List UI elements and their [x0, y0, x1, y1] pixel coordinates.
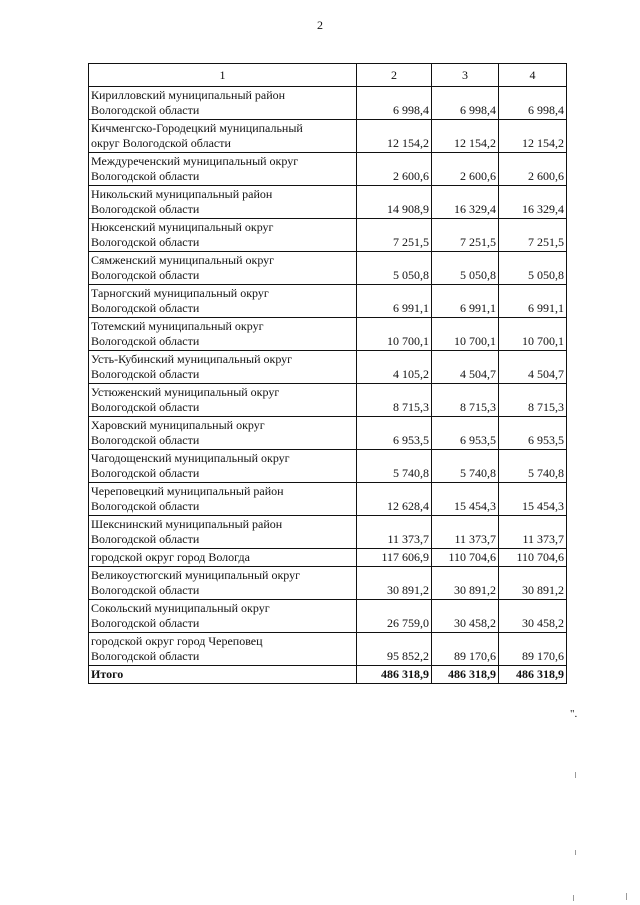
table-body — [89, 87, 567, 684]
table-row — [89, 186, 567, 219]
value-col-2: 6 953,5 — [357, 417, 432, 450]
value-col-4: 16 329,4 — [499, 186, 567, 219]
value-col-4: 6 953,5 — [499, 417, 567, 450]
municipality-name: Тотемский муниципальный округ Вологодской области — [89, 318, 357, 351]
value-col-2: 5 050,8 — [357, 252, 432, 285]
value-col-3: 8 715,3 — [432, 384, 499, 417]
value-col-2: 12 154,2 — [357, 120, 432, 153]
value-col-3: 4 504,7 — [432, 351, 499, 384]
value-col-4: 7 251,5 — [499, 219, 567, 252]
table-row — [89, 567, 567, 600]
table-row — [89, 87, 567, 120]
value-col-4: 4 504,7 — [499, 351, 567, 384]
table-row — [89, 351, 567, 384]
value-col-4: 30 891,2 — [499, 567, 567, 600]
table-row — [89, 252, 567, 285]
value-col-3: 30 891,2 — [432, 567, 499, 600]
value-col-3: 7 251,5 — [432, 219, 499, 252]
value-col-2: 7 251,5 — [357, 219, 432, 252]
municipality-name: Череповецкий муниципальный район Вологодской области — [89, 483, 357, 516]
scan-mark — [575, 850, 576, 855]
value-col-2: 10 700,1 — [357, 318, 432, 351]
value-col-4: 15 454,3 — [499, 483, 567, 516]
municipality-name: Никольский муниципальный район Вологодской области — [89, 186, 357, 219]
value-col-2: 26 759,0 — [357, 600, 432, 633]
value-col-3: 11 373,7 — [432, 516, 499, 549]
value-col-3: 6 953,5 — [432, 417, 499, 450]
scan-mark — [575, 772, 576, 778]
value-col-3: 6 991,1 — [432, 285, 499, 318]
value-col-4: 5 050,8 — [499, 252, 567, 285]
value-col-2: 95 852,2 — [357, 633, 432, 666]
municipality-name: городской округ город Череповец Вологодской области — [89, 633, 357, 666]
value-col-4: 10 700,1 — [499, 318, 567, 351]
value-col-3: 2 600,6 — [432, 153, 499, 186]
table-row — [89, 219, 567, 252]
table-row — [89, 633, 567, 666]
value-col-2: 5 740,8 — [357, 450, 432, 483]
value-col-2: 486 318,9 — [357, 666, 432, 684]
value-col-3: 5 050,8 — [432, 252, 499, 285]
table-row — [89, 549, 567, 567]
municipality-name: Тарногский муниципальный округ Вологодской области — [89, 285, 357, 318]
municipality-name: Итого — [89, 666, 357, 684]
table-row — [89, 153, 567, 186]
value-col-4: 2 600,6 — [499, 153, 567, 186]
distribution-table — [88, 63, 567, 684]
municipality-name: Междуреченский муниципальный округ Вологодской области — [89, 153, 357, 186]
value-col-2: 12 628,4 — [357, 483, 432, 516]
header-row — [89, 64, 567, 87]
value-col-2: 117 606,9 — [357, 549, 432, 567]
value-col-3: 110 704,6 — [432, 549, 499, 567]
table-row — [89, 483, 567, 516]
value-col-2: 6 998,4 — [357, 87, 432, 120]
value-col-3: 10 700,1 — [432, 318, 499, 351]
value-col-3: 6 998,4 — [432, 87, 499, 120]
scan-mark — [573, 895, 574, 901]
value-col-2: 6 991,1 — [357, 285, 432, 318]
table-row — [89, 120, 567, 153]
table-row — [89, 285, 567, 318]
value-col-4: 30 458,2 — [499, 600, 567, 633]
value-col-3: 30 458,2 — [432, 600, 499, 633]
table-row — [89, 417, 567, 450]
municipality-name: Чагодощенский муниципальный округ Вологодской области — [89, 450, 357, 483]
column-header: 4 — [499, 64, 567, 87]
column-header: 2 — [357, 64, 432, 87]
table-row — [89, 318, 567, 351]
value-col-4: 8 715,3 — [499, 384, 567, 417]
total-row — [89, 666, 567, 684]
value-col-3: 5 740,8 — [432, 450, 499, 483]
municipality-name: городской округ город Вологда — [89, 549, 357, 567]
value-col-2: 4 105,2 — [357, 351, 432, 384]
value-col-3: 89 170,6 — [432, 633, 499, 666]
value-col-2: 30 891,2 — [357, 567, 432, 600]
table-row — [89, 384, 567, 417]
municipality-name: Усть-Кубинский муниципальный округ Вологодской области — [89, 351, 357, 384]
value-col-2: 2 600,6 — [357, 153, 432, 186]
closing-quote: ". — [570, 708, 578, 720]
value-col-4: 11 373,7 — [499, 516, 567, 549]
municipality-name: Нюксенский муниципальный округ Вологодской области — [89, 219, 357, 252]
municipality-name: Устюженский муниципальный округ Вологодской области — [89, 384, 357, 417]
value-col-3: 16 329,4 — [432, 186, 499, 219]
municipality-name: Шекснинский муниципальный район Вологодской области — [89, 516, 357, 549]
table-row — [89, 516, 567, 549]
value-col-4: 5 740,8 — [499, 450, 567, 483]
municipality-name: Сокольский муниципальный округ Вологодской области — [89, 600, 357, 633]
municipality-name: Кирилловский муниципальный район Вологодской области — [89, 87, 357, 120]
scan-mark — [626, 893, 627, 900]
value-col-2: 11 373,7 — [357, 516, 432, 549]
value-col-4: 89 170,6 — [499, 633, 567, 666]
municipality-name: Кичменгско-Городецкий муниципальный округ Вологодской области — [89, 120, 357, 153]
column-header: 3 — [432, 64, 499, 87]
value-col-4: 6 998,4 — [499, 87, 567, 120]
municipality-name: Сямженский муниципальный округ Вологодской области — [89, 252, 357, 285]
value-col-3: 486 318,9 — [432, 666, 499, 684]
value-col-4: 12 154,2 — [499, 120, 567, 153]
value-col-4: 6 991,1 — [499, 285, 567, 318]
value-col-3: 15 454,3 — [432, 483, 499, 516]
table-row — [89, 450, 567, 483]
column-header: 1 — [89, 64, 357, 87]
municipality-name: Харовский муниципальный округ Вологодской области — [89, 417, 357, 450]
value-col-3: 12 154,2 — [432, 120, 499, 153]
value-col-2: 8 715,3 — [357, 384, 432, 417]
page-number: 2 — [317, 18, 323, 32]
value-col-2: 14 908,9 — [357, 186, 432, 219]
municipality-name: Великоустюгский муниципальный округ Вологодской области — [89, 567, 357, 600]
value-col-4: 486 318,9 — [499, 666, 567, 684]
table-row — [89, 600, 567, 633]
value-col-4: 110 704,6 — [499, 549, 567, 567]
